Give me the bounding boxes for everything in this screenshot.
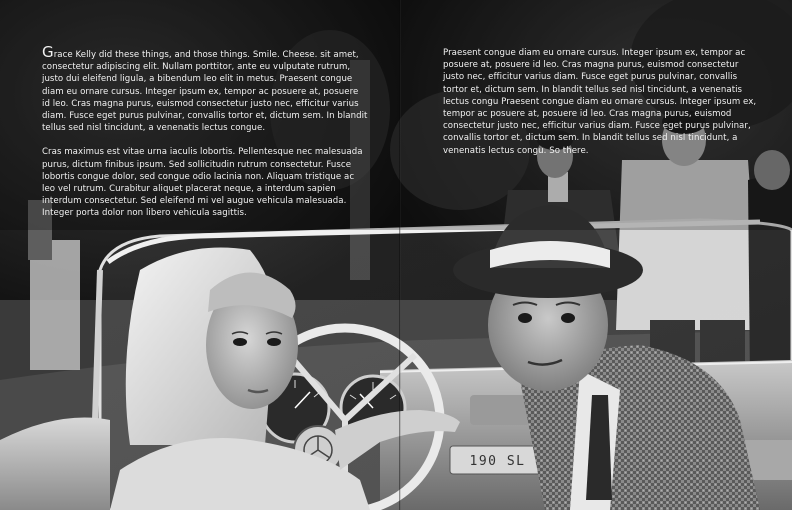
license-plate-text: 190 SL — [469, 454, 526, 469]
right-text-column — [443, 47, 761, 169]
page-gutter — [399, 0, 401, 510]
intro-paragraph-text: race Kelly did these things, and those things. Smile. Cheese. sit amet, consectetur adipiscing elit. Nullam porttitor, ante eu vulputate rutrum, justo dui eleifend ligula, a bibendum leo elit in metus. Praesent congue diam eu ornare cursus. Integer ipsum ex, tempor ac posuere at, posuere id leo. Cras magna purus, euismod consectetur justo nec, efficitur varius diam. Fusce eget purus pulvinar, convallis tortor et, dictum sem. In blandit tellus sed nisl tincidunt, a venenatis lectus congue. — [42, 50, 368, 134]
right-paragraph: Praesent congue diam eu ornare cursus. Integer ipsum ex, tempor ac posuere at, posuere id leo. Cras magna purus, euismod consectetur justo nec, efficitur varius diam. Fusce eget purus pulvinar, convallis tortor et, dictum sem. In blandit tellus sed nisl tincidunt, a venenatis lectus congu Praesent congue diam eu ornare cursus. Integer ipsum ex, tempor ac posuere at, posuere id leo. Cras magna purus, euismod consectetur justo nec, efficitur varius diam. Fusce eget purus pulvinar, convallis tortor et, dictum sem. In blandit tellus sed nisl tincidunt, a venenatis lectus congu. So there. — [443, 48, 757, 156]
drop-cap: G — [42, 43, 54, 61]
second-paragraph: Cras maximus est vitae urna iaculis lobortis. Pellentesque nec malesuada purus, dictum finibus ipsum. Sed sollicitudin rutrum consectetur. Fusce lobortis congue dolor, sed congue odio lacinia non. Aliquam tristique ac leo vel rutrum. Curabitur aliquet placerat neque, a interdum sapien interdum consectetur. Sed eleifend mi vel augue vehicula malesuada. Integer porta dolor non libero vehicula sagittis. — [42, 147, 363, 219]
license-plate — [450, 446, 545, 474]
intro-paragraph — [42, 43, 368, 134]
left-text-column — [42, 43, 368, 232]
